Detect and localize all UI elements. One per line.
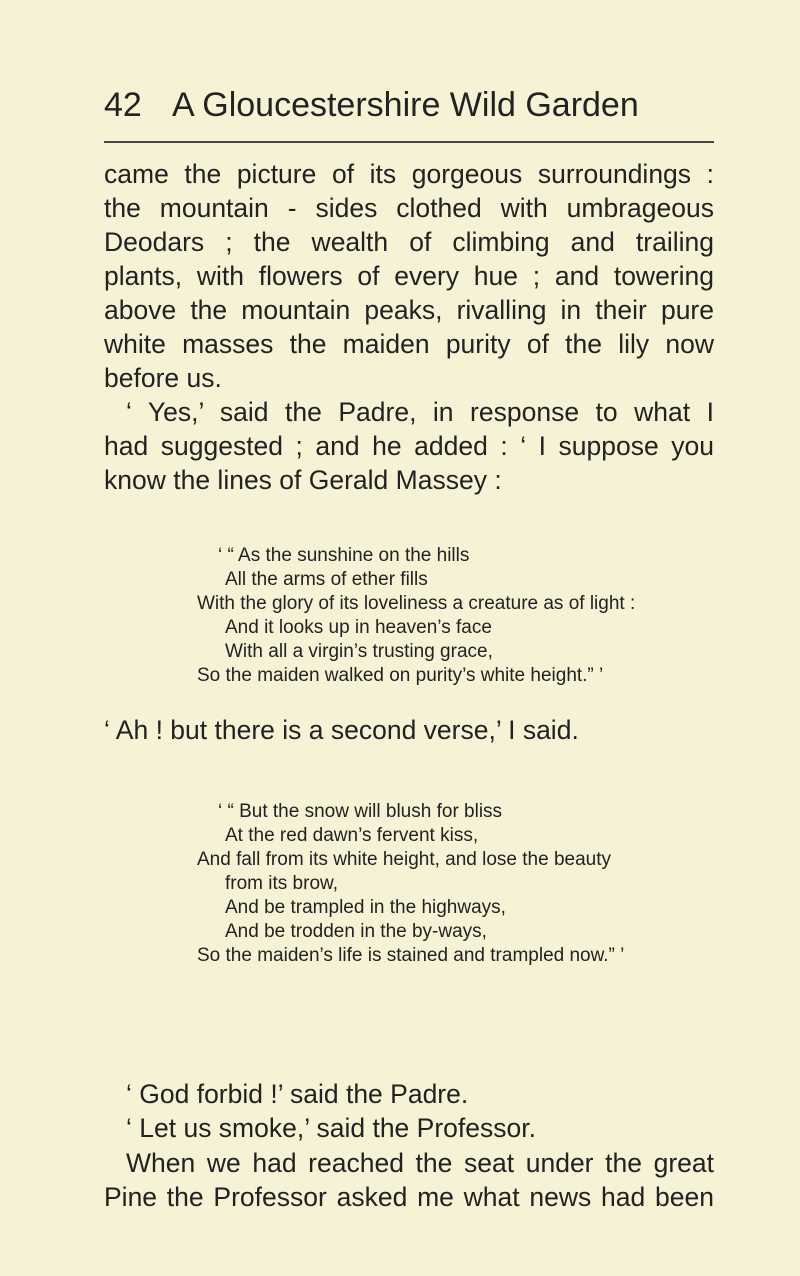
text-line: before us.: [104, 363, 222, 393]
running-header: [104, 86, 714, 138]
running-title: A Gloucestershire Wild Garden: [172, 86, 639, 124]
text-line: white masses the maiden purity of the lily now: [104, 329, 714, 359]
dialogue-line: ‘ God forbid !’ said the Padre.: [126, 1079, 469, 1109]
verse-line: With the glory of its loveliness a creature as of light :: [197, 593, 636, 614]
text-line: ‘ Yes,’ said the Padre, in response to what I: [126, 397, 714, 427]
text-line: know the lines of Gerald Massey :: [104, 465, 502, 495]
verse-line: And fall from its white height, and lose the beauty: [197, 849, 612, 870]
verse-line: And be trodden in the by-ways,: [225, 921, 487, 942]
header-rule: [104, 141, 714, 143]
dialogue-line: ‘ Ah ! but there is a second verse,’ I said.: [104, 715, 579, 745]
verse-line: With all a virgin’s trusting grace,: [225, 641, 493, 662]
verse-line: At the red dawn’s fervent kiss,: [225, 825, 479, 846]
page-number: 42: [104, 86, 142, 124]
paragraph-2: [104, 395, 714, 497]
paragraph-1: [104, 157, 714, 395]
verse-line: And it looks up in heaven’s face: [225, 617, 492, 638]
verse-line: And be trampled in the highways,: [225, 897, 506, 918]
verse-line: So the maiden’s life is stained and trampled now.” ’: [197, 945, 625, 966]
verse-line: So the maiden walked on purity’s white height.” ’: [197, 665, 604, 686]
text-line: Pine the Professor asked me what news had been: [104, 1182, 714, 1212]
text-line: above the mountain peaks, rivalling in their pure: [104, 295, 714, 325]
text-line: plants, with flowers of every hue ; and towering: [104, 261, 714, 291]
text-line: Deodars ; the wealth of climbing and trailing: [104, 227, 714, 257]
verse-2: [104, 800, 714, 968]
verse-line: ‘ “ But the snow will blush for bliss: [218, 801, 503, 822]
paragraph-3: [104, 1146, 714, 1214]
text-line: had suggested ; and he added : ‘ I suppose you: [104, 431, 714, 461]
verse-line: from its brow,: [225, 873, 338, 894]
text-line: the mountain - sides clothed with umbrageous: [104, 193, 714, 223]
verse-line: All the arms of ether fills: [225, 569, 428, 590]
dialogue-line: ‘ Let us smoke,’ said the Professor.: [126, 1113, 536, 1143]
verse-1: [104, 544, 714, 688]
text-line: When we had reached the seat under the great: [126, 1148, 714, 1178]
verse-line: ‘ “ As the sunshine on the hills: [218, 545, 470, 566]
text-line: came the picture of its gorgeous surroundings :: [104, 159, 714, 189]
